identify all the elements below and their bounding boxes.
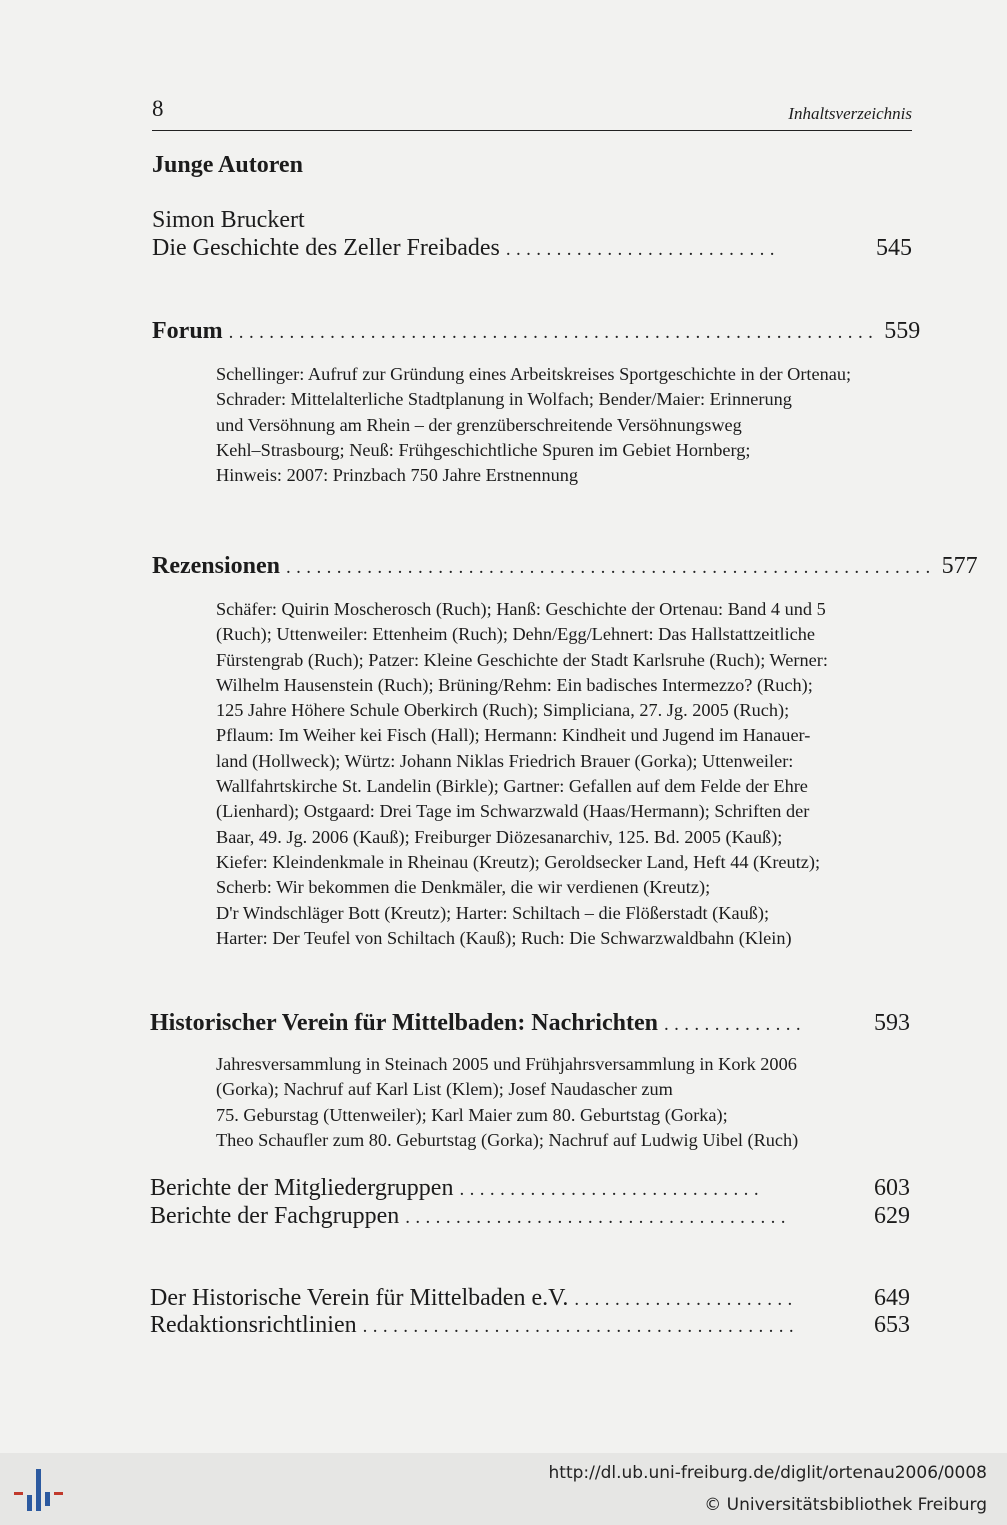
- copyright-notice: © Universitätsbibliothek Freiburg: [704, 1495, 987, 1515]
- toc-leader: ...........................: [505, 239, 780, 260]
- toc-entry-nachrichten[interactable]: [150, 1010, 910, 1037]
- toc-leader: ...........................................: [362, 1316, 800, 1337]
- rezension-line: Schäfer: Quirin Moscherosch (Ruch); Hanß: Geschichte der Ortenau: Band 4 und 5: [216, 599, 826, 619]
- toc-leader: ................................................................: [228, 322, 879, 343]
- toc-page-number: 593: [874, 1010, 910, 1036]
- rezension-line: D'r Windschläger Bott (Kreutz); Harter: Schiltach – die Flößerstadt (Kauß);: [216, 902, 770, 923]
- toc-entry-mitgliedergruppen[interactable]: [150, 1175, 910, 1202]
- toc-page-number: 577: [941, 553, 978, 579]
- rezension-line: Baar, 49. Jg. 2006 (Kauß); Freiburger Diözesanarchiv, 125. Bd. 2005 (Kauß);: [216, 826, 783, 847]
- rezension-line: (Ruch); Uttenweiler: Ettenheim (Ruch); Dehn/Egg/Lehnert: Das Hallstattzeitliche: [216, 624, 816, 645]
- toc-leader: ................................................................: [286, 557, 936, 578]
- toc-entry-title: Die Geschichte des Zeller Freibades: [152, 235, 500, 261]
- toc-entry-title: Redaktionsrichtlinien: [150, 1312, 357, 1338]
- toc-entry-fachgruppen[interactable]: [150, 1203, 910, 1230]
- running-title: Inhaltsverzeichnis: [788, 104, 912, 123]
- toc-entry-rezensionen[interactable]: [152, 553, 978, 580]
- nachrichten-line: Theo Schaufler zum 80. Geburtstag (Gorka); Nachruf auf Ludwig Uibel (Ruch): [216, 1129, 799, 1150]
- rezension-line: land (Hollweck); Würtz: Johann Niklas Friedrich Brauer (Gorka); Uttenweiler:: [216, 750, 794, 771]
- running-head: [152, 96, 912, 131]
- nachrichten-line: (Gorka); Nachruf auf Karl List (Klem); Josef Naudascher zum: [216, 1079, 673, 1100]
- rezension-line: Fürstengrab (Ruch); Patzer: Kleine Geschichte der Stadt Karlsruhe (Ruch); Werner:: [216, 649, 828, 670]
- viewer-footer: [0, 1453, 1007, 1525]
- rezension-line: Pflaum: Im Weiher kei Fisch (Hall); Hermann: Kindheit und Jugend im Hanauer-: [216, 725, 811, 746]
- forum-line: Schrader: Mittelalterliche Stadtplanung in Wolfach; Bender/Maier: Erinnerung: [216, 389, 792, 410]
- toc-leader: ..............: [663, 1014, 807, 1035]
- toc-page-number: 545: [876, 235, 912, 261]
- author-name: Simon Bruckert: [152, 207, 305, 233]
- rezension-line: Scherb: Wir bekommen die Denkmäler, die wir verdienen (Kreutz);: [216, 877, 711, 898]
- forum-line: Hinweis: 2007: Prinzbach 750 Jahre Erstnennung: [216, 465, 579, 486]
- nachrichten-line: Jahresversammlung in Steinach 2005 und Frühjahrsversammlung in Kork 2006: [216, 1054, 797, 1074]
- toc-page-number: 629: [874, 1203, 910, 1229]
- section-heading-rezensionen: Rezensionen: [152, 553, 280, 579]
- ub-freiburg-logo-icon: [12, 1465, 64, 1515]
- rezensionen-contents: [216, 597, 916, 951]
- toc-leader: ......................: [574, 1289, 798, 1310]
- rezension-line: (Lienhard); Ostgaard: Drei Tage im Schwarzwald (Haas/Hermann); Schriften der: [216, 801, 810, 822]
- section-heading-junge-autoren: Junge Autoren: [152, 152, 303, 178]
- section-heading-forum: Forum: [152, 318, 223, 344]
- nachrichten-line: 75. Geburstag (Uttenweiler); Karl Maier zum 80. Geburtstag (Gorka);: [216, 1104, 728, 1125]
- forum-line: Schellinger: Aufruf zur Gründung eines Arbeitskreises Sportgeschichte in der Ortenau;: [216, 364, 852, 384]
- nachrichten-contents: [216, 1052, 916, 1153]
- toc-entry-title: Berichte der Fachgruppen: [150, 1203, 400, 1229]
- toc-entry-zeller-freibad[interactable]: [152, 235, 912, 262]
- page-number: 8: [152, 96, 164, 121]
- toc-entry-title: Der Historische Verein für Mittelbaden e.V.: [150, 1285, 569, 1311]
- toc-page-number: 649: [874, 1285, 910, 1311]
- toc-page-number: 559: [884, 318, 921, 344]
- forum-line: Kehl–Strasbourg; Neuß: Frühgeschichtliche Spuren im Gebiet Hornberg;: [216, 439, 751, 460]
- rezension-line: Kiefer: Kleindenkmale in Rheinau (Kreutz); Geroldsecker Land, Heft 44 (Kreutz);: [216, 851, 821, 872]
- forum-line: und Versöhnung am Rhein – der grenzüberschreitende Versöhnungsweg: [216, 414, 742, 435]
- document-url-link[interactable]: http://dl.ub.uni-freiburg.de/diglit/ortenau2006/0008: [548, 1463, 987, 1483]
- rezension-line: 125 Jahre Höhere Schule Oberkirch (Ruch); Simpliciana, 27. Jg. 2005 (Ruch);: [216, 700, 790, 721]
- toc-leader: ..............................: [459, 1179, 764, 1200]
- forum-contents: [216, 362, 916, 488]
- toc-entry-forum[interactable]: [152, 318, 921, 345]
- toc-entry-redaktionsrichtlinien[interactable]: [150, 1312, 910, 1339]
- toc-page-number: 603: [874, 1175, 910, 1201]
- toc-leader: ......................................: [405, 1207, 791, 1228]
- toc-entry-historischer-verein[interactable]: [150, 1285, 910, 1312]
- rezension-line: Wallfahrtskirche St. Landelin (Birkle); Gartner: Gefallen auf dem Felde der Ehre: [216, 776, 808, 797]
- section-heading-nachrichten: Historischer Verein für Mittelbaden: Nachrichten: [150, 1010, 658, 1036]
- rezension-line: Wilhelm Hausenstein (Ruch); Brüning/Rehm: Ein badisches Intermezzo? (Ruch);: [216, 674, 813, 695]
- toc-entry-title: Berichte der Mitgliedergruppen: [150, 1175, 454, 1201]
- rezension-line: Harter: Der Teufel von Schiltach (Kauß); Ruch: Die Schwarzwaldbahn (Klein): [216, 927, 792, 948]
- toc-page-number: 653: [874, 1312, 910, 1338]
